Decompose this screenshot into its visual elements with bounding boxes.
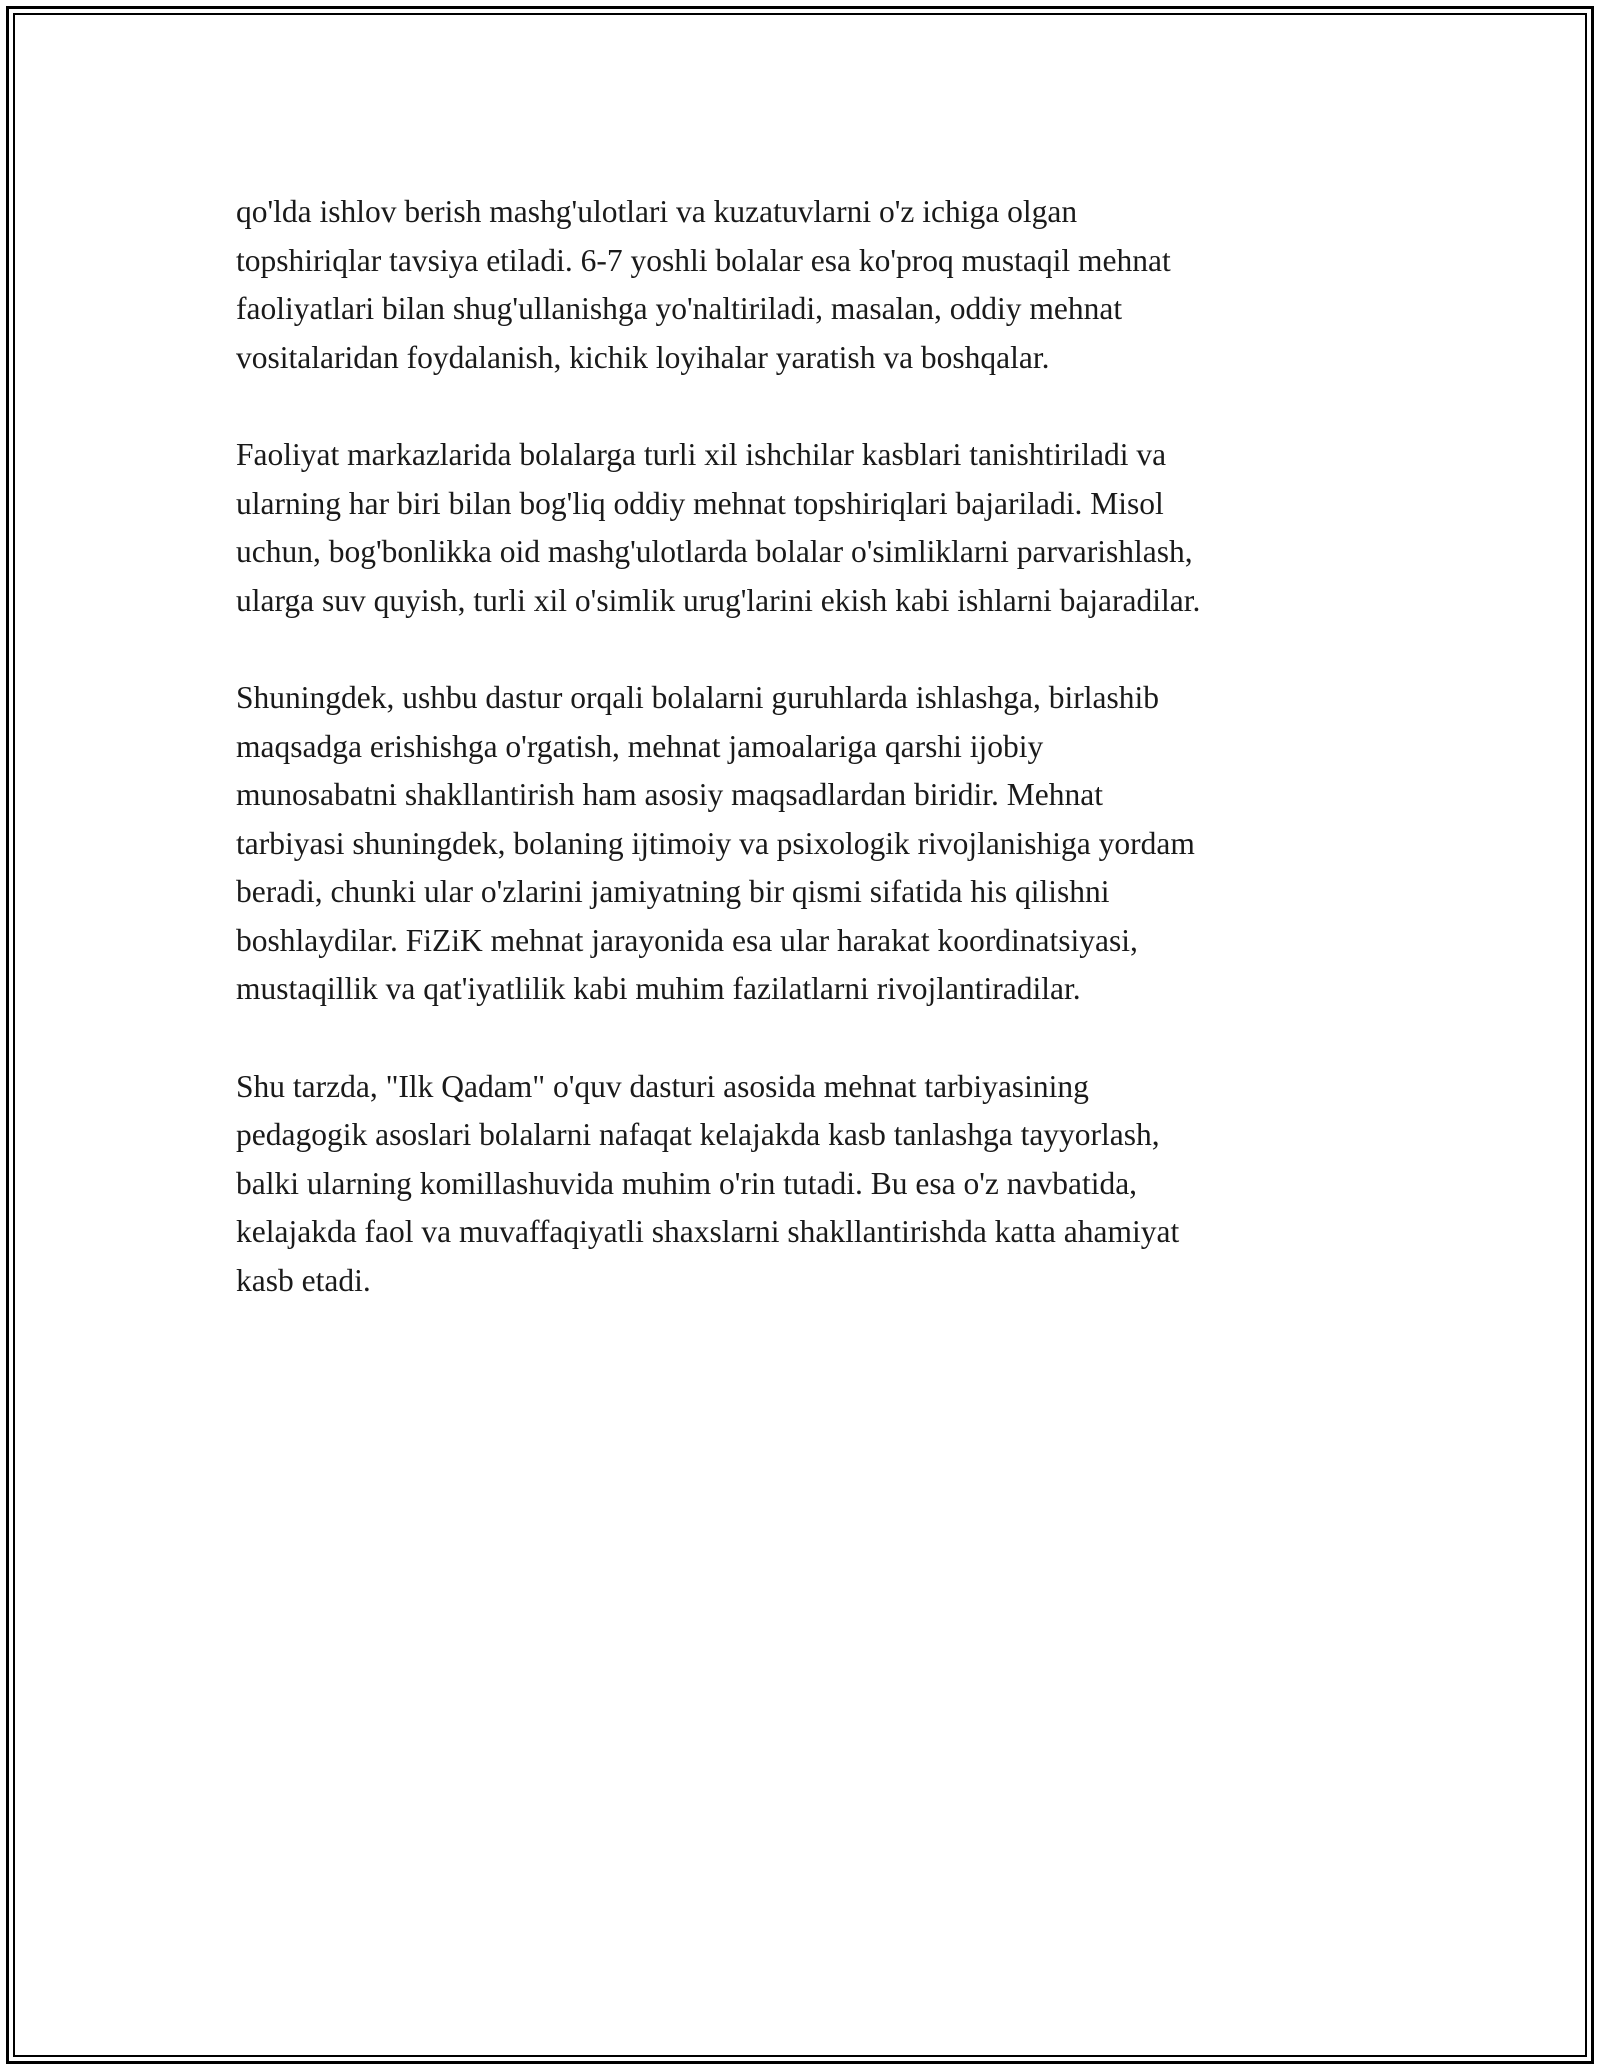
- text-line: faoliyatlari bilan shug'ullanishga yo'naltiriladi, masalan, oddiy mehnat: [236, 291, 1123, 326]
- text-line: topshiriqlar tavsiya etiladi. 6-7 yoshli bolalar esa ko'proq mustaqil mehnat: [236, 242, 1171, 278]
- text-line: ularga suv quyish, turli xil o'simlik urug'larini ekish kabi ishlarni bajaradilar.: [236, 582, 1201, 618]
- text-line: kasb etadi.: [236, 1262, 371, 1298]
- text-line: beradi, chunki ular o'zlarini jamiyatning bir qismi sifatida his qilishni: [236, 874, 1110, 909]
- text-line: boshlaydilar. FiZiK mehnat jarayonida esa ular harakat koordinatsiyasi,: [236, 922, 1138, 958]
- text-line: mustaqillik va qat'iyatlilik kabi muhim fazilatlarni rivojlantiradilar.: [236, 971, 1081, 1006]
- text-line: munosabatni shakllantirish ham asosiy maqsadlardan biridir. Mehnat: [236, 777, 1103, 812]
- paragraph-4: [236, 1063, 1376, 1306]
- text-line: vositalaridan foydalanish, kichik loyihalar yaratish va boshqalar.: [236, 339, 1050, 375]
- text-line: qo'lda ishlov berish mashg'ulotlari va kuzatuvlarni o'z ichiga olgan: [236, 194, 1078, 229]
- text-line: tarbiyasi shuningdek, bolaning ijtimoiy va psixologik rivojlanishiga yordam: [236, 825, 1195, 861]
- text-line: kelajakda faol va muvaffaqiyatli shaxslarni shakllantirishda katta ahamiyat: [236, 1214, 1180, 1249]
- paragraph-2: [236, 431, 1376, 625]
- text-line: balki ularning komillashuvida muhim o'rin tutadi. Bu esa o'z navbatida,: [236, 1165, 1138, 1201]
- text-line: Shuningdek, ushbu dastur orqali bolalarni guruhlarda ishlashga, birlashib: [236, 680, 1159, 715]
- text-line: maqsadga erishishga o'rgatish, mehnat jamoalariga qarshi ijobiy: [236, 728, 1044, 764]
- paragraph-1: [236, 188, 1376, 382]
- text-line: Faoliyat markazlarida bolalarga turli xil ishchilar kasblari tanishtiriladi va: [236, 437, 1167, 472]
- text-line: Shu tarzda, "Ilk Qadam" o'quv dasturi asosida mehnat tarbiyasining: [236, 1068, 1089, 1104]
- paragraph-3: [236, 674, 1376, 1014]
- text-line: ularning har biri bilan bog'liq oddiy mehnat topshiriqlari bajariladi. Misol: [236, 485, 1164, 521]
- text-line: pedagogik asoslari bolalarni nafaqat kelajakda kasb tanlashga tayyorlash,: [236, 1117, 1160, 1152]
- document-body: [236, 188, 1376, 1354]
- text-line: uchun, bog'bonlikka oid mashg'ulotlarda bolalar o'simliklarni parvarishlash,: [236, 534, 1193, 569]
